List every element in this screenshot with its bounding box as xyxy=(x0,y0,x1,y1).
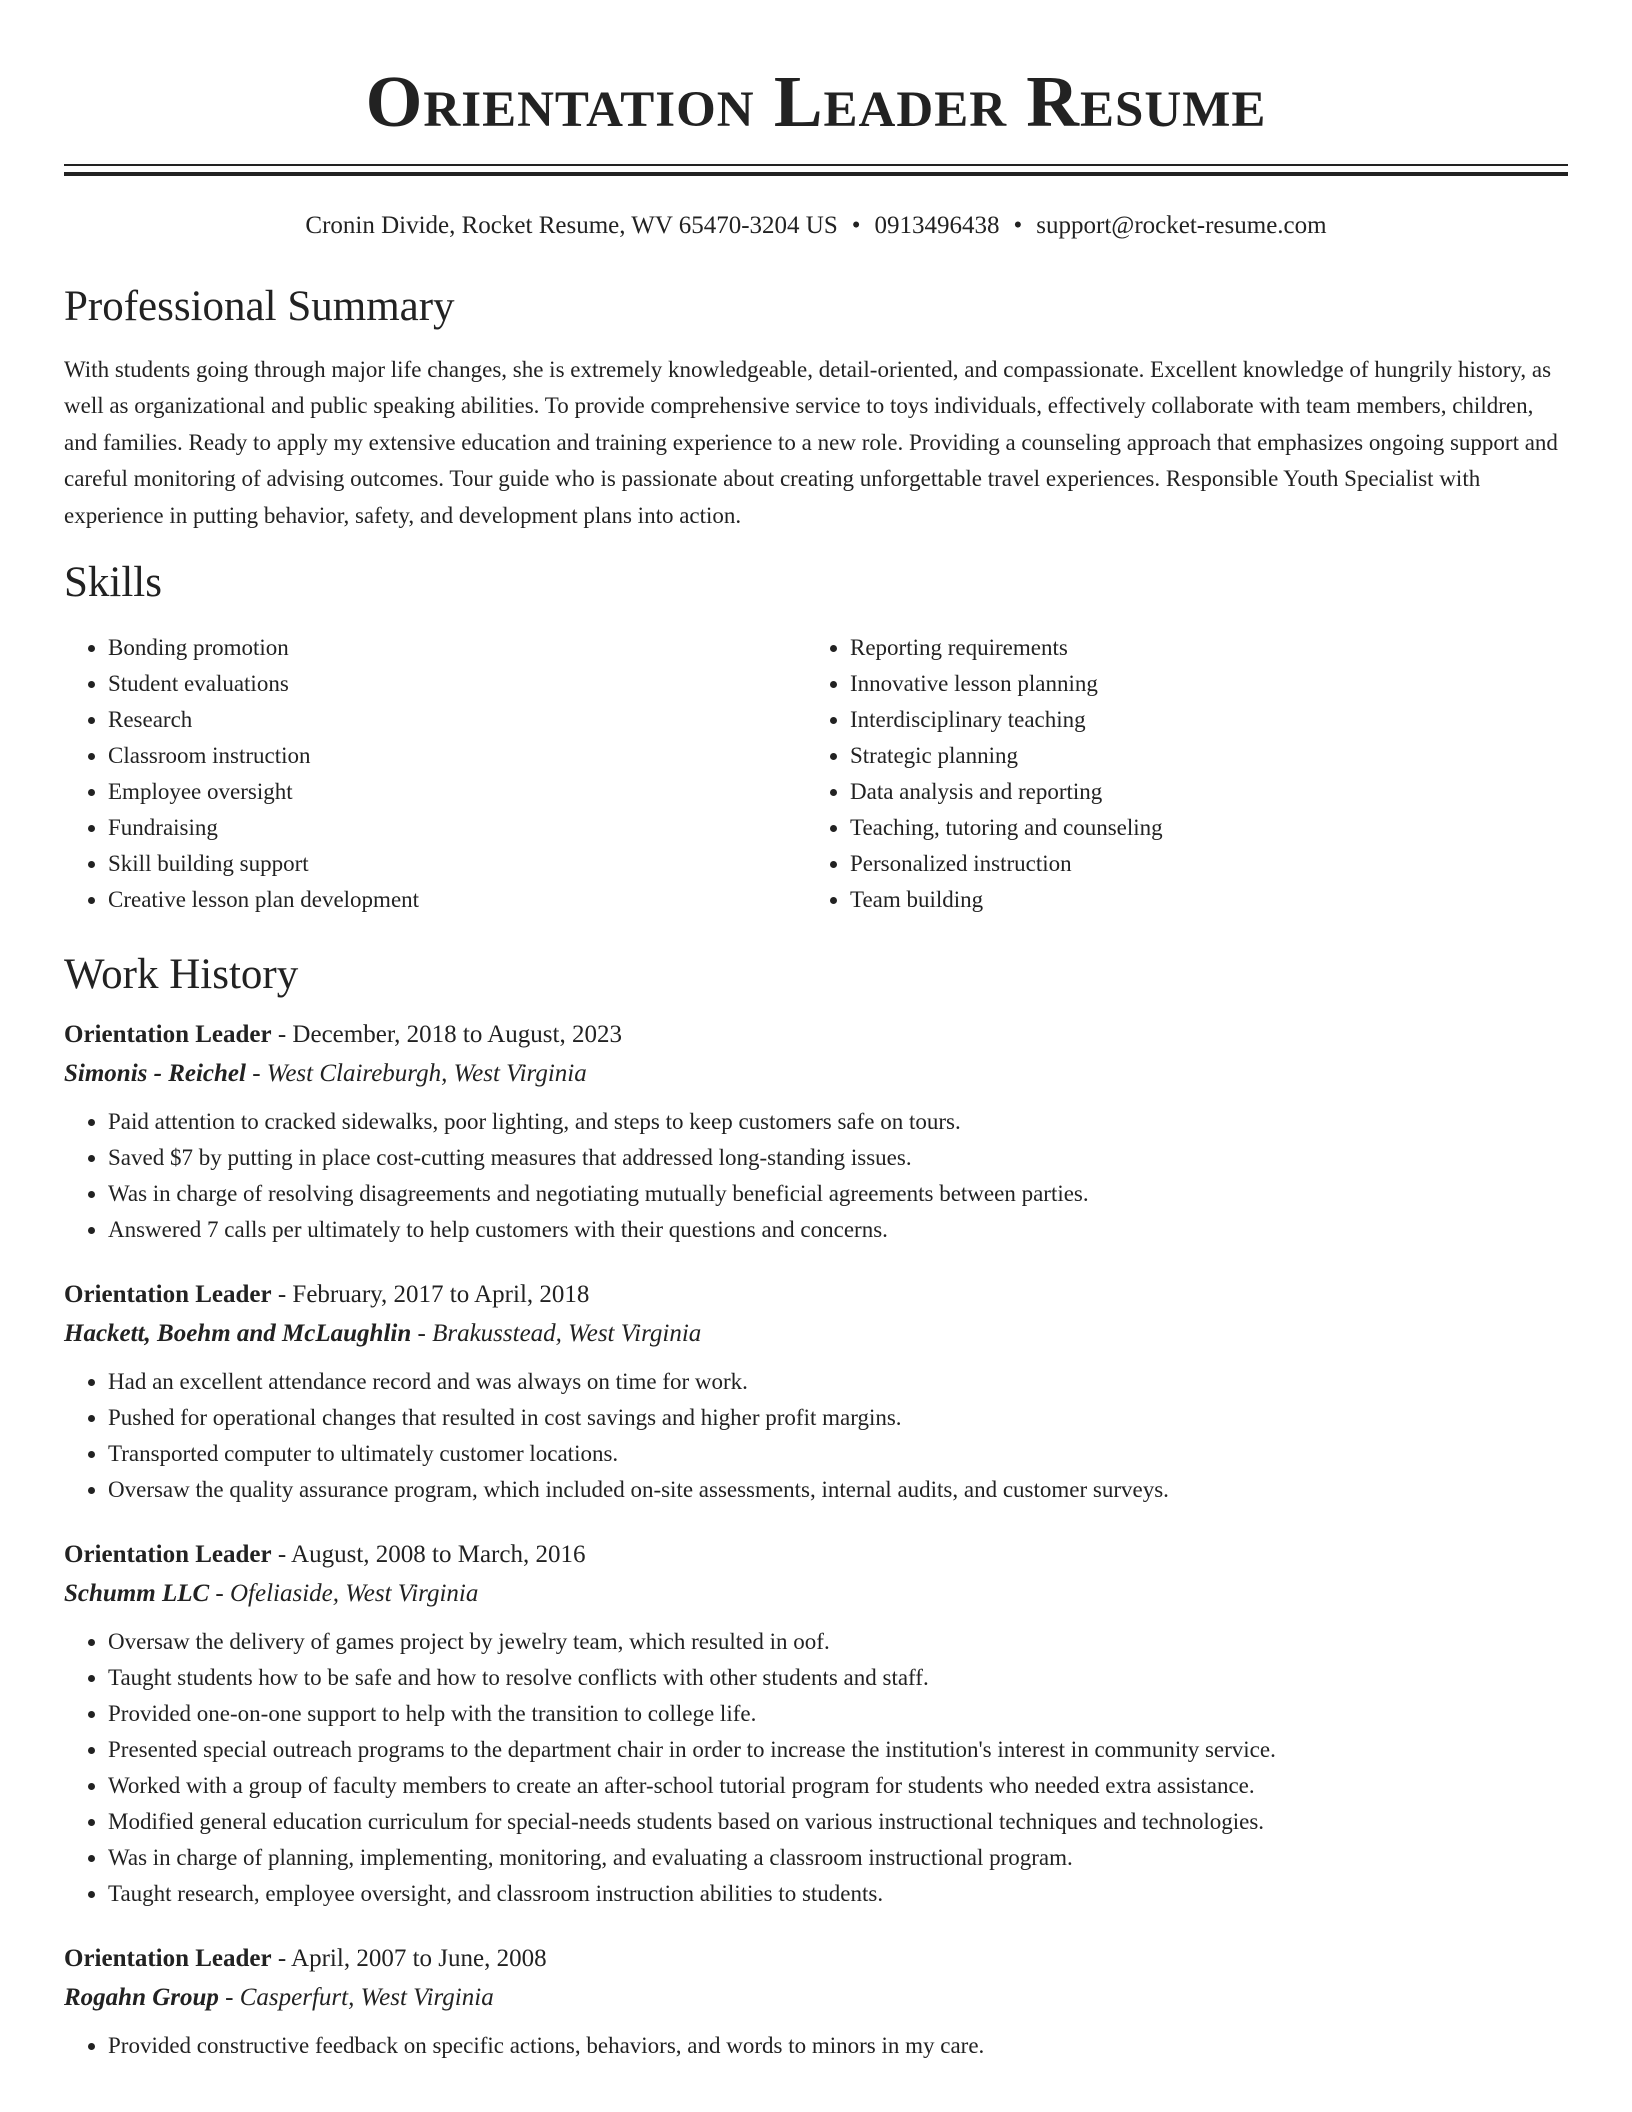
skill-item: • Fundraising xyxy=(108,810,806,846)
job-duty: • Oversaw the quality assurance program, which included on-site assessments, internal audits, and customer surveys. xyxy=(108,1472,1568,1508)
skill-item: • Classroom instruction xyxy=(108,738,806,774)
job-location: - Casperfurt, West Virginia xyxy=(218,1984,494,2012)
resume-title: Orientation Leader Resume xyxy=(365,61,1267,142)
job-dates: - April, 2007 to June, 2008 xyxy=(271,1945,547,1973)
job-duty: • Worked with a group of faculty members to create an after-school tutorial program for students who needed extra assistance. xyxy=(108,1768,1568,1804)
job-location: - Ofeliaside, West Virginia xyxy=(209,1580,479,1608)
skills-list xyxy=(64,630,1568,918)
job-company: Rogahn Group xyxy=(64,1984,219,2012)
title-divider-thin xyxy=(64,164,1568,166)
skills-column-right xyxy=(806,630,1548,918)
job-duty: • Transported computer to ultimately customer locations. xyxy=(108,1436,1568,1472)
job-location: - West Claireburgh, West Virginia xyxy=(245,1060,587,1088)
skill-item: • Bonding promotion xyxy=(108,630,806,666)
skill-item: • Employee oversight xyxy=(108,774,806,810)
job-title: Orientation Leader xyxy=(64,1945,272,1973)
job-duties xyxy=(64,2028,1568,2064)
job-company: Hackett, Boehm and McLaughlin xyxy=(64,1320,412,1348)
skill-item: • Creative lesson plan development xyxy=(108,882,806,918)
title-divider-thick xyxy=(64,172,1568,176)
job-duty: • Oversaw the delivery of games project by jewelry team, which resulted in oof. xyxy=(108,1624,1568,1660)
skill-item: • Teaching, tutoring and counseling xyxy=(850,810,1548,846)
skill-item: • Personalized instruction xyxy=(850,846,1548,882)
skills-column-left xyxy=(64,630,806,918)
job-duties xyxy=(64,1624,1568,1912)
contact-separator: • xyxy=(851,212,861,239)
contact-line xyxy=(64,210,1568,242)
contact-separator: • xyxy=(1013,212,1023,239)
job-duty: • Taught research, employee oversight, and classroom instruction abilities to students. xyxy=(108,1876,1568,1912)
job-title-line xyxy=(64,1016,1568,1054)
skill-item: • Reporting requirements xyxy=(850,630,1548,666)
job-title-line xyxy=(64,1536,1568,1574)
job-company-line xyxy=(64,1978,1568,2018)
job-title: Orientation Leader xyxy=(64,1541,272,1569)
job-duty: • Saved $7 by putting in place cost-cutting measures that addressed long-standing issues. xyxy=(108,1140,1568,1176)
job-title-line xyxy=(64,1276,1568,1314)
job-dates: - August, 2008 to March, 2016 xyxy=(271,1541,586,1569)
job-duties xyxy=(64,1364,1568,1508)
skill-item: • Strategic planning xyxy=(850,738,1548,774)
job-dates: - February, 2017 to April, 2018 xyxy=(271,1281,590,1309)
skill-item: • Innovative lesson planning xyxy=(850,666,1548,702)
skill-item: • Research xyxy=(108,702,806,738)
contact-email: support@rocket-resume.com xyxy=(1036,212,1327,239)
job-entry xyxy=(64,1016,1568,1248)
job-duty: • Presented special outreach programs to the department chair in order to increase the institution's interest in community service. xyxy=(108,1732,1568,1768)
job-duty: • Modified general education curriculum for special-needs students based on various instructional techniques and technologies. xyxy=(108,1804,1568,1840)
job-duty: • Paid attention to cracked sidewalks, poor lighting, and steps to keep customers safe on tours. xyxy=(108,1104,1568,1140)
job-duty: • Had an excellent attendance record and was always on time for work. xyxy=(108,1364,1568,1400)
job-title-line xyxy=(64,1940,1568,1978)
contact-phone: 0913496438 xyxy=(874,212,1000,239)
summary-heading: Professional Summary xyxy=(64,283,455,330)
skills-heading: Skills xyxy=(64,559,162,607)
job-entry xyxy=(64,1940,1568,2064)
skill-item: • Student evaluations xyxy=(108,666,806,702)
job-duty: • Was in charge of planning, implementing, monitoring, and evaluating a classroom instructional program. xyxy=(108,1840,1568,1876)
skill-item: • Team building xyxy=(850,882,1548,918)
job-duty: • Answered 7 calls per ultimately to help customers with their questions and concerns. xyxy=(108,1212,1568,1248)
job-dates: - December, 2018 to August, 2023 xyxy=(271,1021,622,1049)
resume-page xyxy=(64,0,1568,2064)
job-title: Orientation Leader xyxy=(64,1281,272,1309)
job-company-line xyxy=(64,1574,1568,1614)
skill-item: • Interdisciplinary teaching xyxy=(850,702,1548,738)
job-company: Simonis - Reichel xyxy=(64,1060,246,1088)
work-history-heading: Work History xyxy=(64,951,299,999)
job-duty: • Taught students how to be safe and how to resolve conflicts with other students and staff. xyxy=(108,1660,1568,1696)
job-location: - Brakusstead, West Virginia xyxy=(411,1320,702,1348)
job-duty: • Pushed for operational changes that resulted in cost savings and higher profit margins. xyxy=(108,1400,1568,1436)
summary-text: With students going through major life changes, she is extremely knowledgeable, detail-oriented, and compassionate. Excellent knowledge of hungrily history, as well as organizational and public speaking abilities. To provide comprehensive service to toys individuals, effectively collaborate with team members, children, and families. Ready to apply my extensive education and training experience to a new role. Providing a counseling approach that emphasizes ongoing support and careful monitoring of advising outcomes. Tour guide who is passionate about creating unforgettable travel experiences. Responsible Youth Specialist with experience in putting behavior, safety, and development plans into action. xyxy=(64,357,1558,528)
job-duty: • Was in charge of resolving disagreements and negotiating mutually beneficial agreements between parties. xyxy=(108,1176,1568,1212)
job-entry xyxy=(64,1276,1568,1508)
job-duties xyxy=(64,1104,1568,1248)
contact-address: Cronin Divide, Rocket Resume, WV 65470-3204 US xyxy=(305,212,838,239)
job-duty: • Provided constructive feedback on specific actions, behaviors, and words to minors in my care. xyxy=(108,2028,1568,2064)
job-company: Schumm LLC xyxy=(64,1580,210,1608)
job-title: Orientation Leader xyxy=(64,1021,272,1049)
job-company-line xyxy=(64,1314,1568,1354)
skill-item: • Data analysis and reporting xyxy=(850,774,1548,810)
skill-item: • Skill building support xyxy=(108,846,806,882)
job-duty: • Provided one-on-one support to help with the transition to college life. xyxy=(108,1696,1568,1732)
job-company-line xyxy=(64,1054,1568,1094)
job-entry xyxy=(64,1536,1568,1912)
